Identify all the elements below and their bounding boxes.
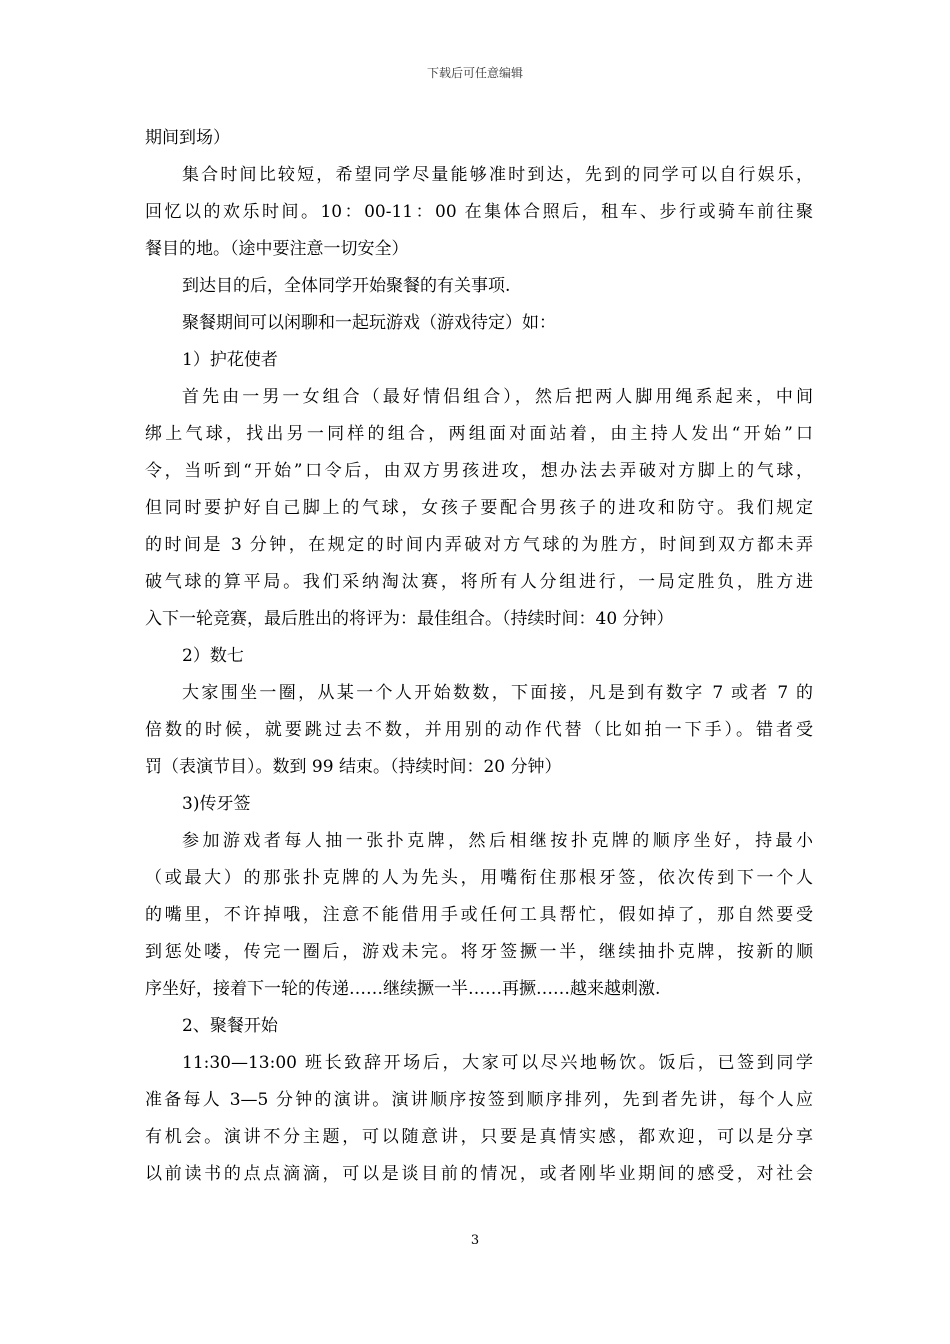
text-line: 以前读书的点点滴滴，可以是谈目前的情况，或者刚毕业期间的感受，对社会: [145, 1164, 813, 1184]
text-line: 餐目的地。（途中要注意一切安全）: [145, 239, 409, 259]
text-line: 参加游戏者每人抽一张扑克牌，然后相继按扑克牌的顺序坐好，持最小: [182, 831, 813, 851]
text-line: 但同时要护好自己脚上的气球，女孩子要配合男孩子的进攻和防守。我们规定: [145, 498, 813, 518]
text-line: 期间到场）: [145, 128, 230, 148]
text-line: （或最大）的那张扑克牌的人为先头，用嘴衔住那根牙签，依次传到下一个人: [145, 868, 813, 888]
text-line: 到惩处喽，传完一圈后，游戏未完。将牙签撅一半，继续抽扑克牌，按新的顺: [145, 942, 813, 962]
document-body: [145, 120, 813, 1193]
text-line: 11:30—13:00 班长致辞开场后，大家可以尽兴地畅饮。饭后，已签到同学: [182, 1053, 813, 1073]
text-line: 破气球的算平局。我们采纳淘汰赛，将所有人分组进行，一局定胜负，胜方进: [145, 572, 813, 592]
text-line: 集合时间比较短，希望同学尽量能够准时到达，先到的同学可以自行娱乐，: [182, 165, 813, 185]
text-line: 的嘴里，不许掉哦，注意不能借用手或任何工具帮忙，假如掉了，那自然要受: [145, 905, 813, 925]
page-number: 3: [470, 1233, 480, 1248]
text-line: 聚餐期间可以闲聊和一起玩游戏（游戏待定）如：: [182, 313, 556, 333]
text-line: 的时间是 3 分钟，在规定的时间内弄破对方气球的为胜方，时间到双方都未弄: [145, 535, 813, 555]
text-line: 首先由一男一女组合（最好情侣组合），然后把两人脚用绳系起来，中间: [182, 387, 813, 407]
text-line: 罚（表演节目）。数到 99 结束。（持续时间：20 分钟）: [145, 757, 562, 777]
text-line: 准备每人 3—5 分钟的演讲。演讲顺序按签到顺序排列，先到者先讲，每个人应: [145, 1090, 813, 1110]
section-heading: 2、聚餐开始: [182, 1016, 278, 1036]
text-line: 大家围坐一圈，从某一个人开始数数，下面接，凡是到有数字 7 或者 7 的: [182, 683, 813, 703]
text-line: 倍数的时候，就要跳过去不数，并用别的动作代替（比如拍一下手）。错者受: [145, 720, 813, 740]
text-line: 序坐好，接着下一轮的传递……继续撅一半……再撅……越来越刺激.: [145, 979, 661, 999]
list-heading: 2）数七: [182, 646, 244, 666]
text-line: 绑上气球，找出另一同样的组合，两组面对面站着，由主持人发出“开始”口: [145, 424, 813, 444]
text-line: 回忆以的欢乐时间。10：00-11：00 在集体合照后，租车、步行或骑车前往聚: [145, 202, 813, 222]
text-line: 入下一轮竞赛，最后胜出的将评为：最佳组合。（持续时间：40 分钟）: [145, 609, 674, 629]
text-line: 到达目的后，全体同学开始聚餐的有关事项.: [182, 276, 511, 296]
list-heading: 3)传牙签: [182, 794, 251, 814]
list-heading: 1）护花使者: [182, 350, 278, 370]
page-header: 下载后可任意编辑: [426, 66, 523, 80]
text-line: 有机会。演讲不分主题，可以随意讲，只要是真情实感，都欢迎，可以是分享: [145, 1127, 813, 1147]
text-line: 令，当听到“开始”口令后，由双方男孩进攻，想办法去弄破对方脚上的气球，: [145, 461, 813, 481]
